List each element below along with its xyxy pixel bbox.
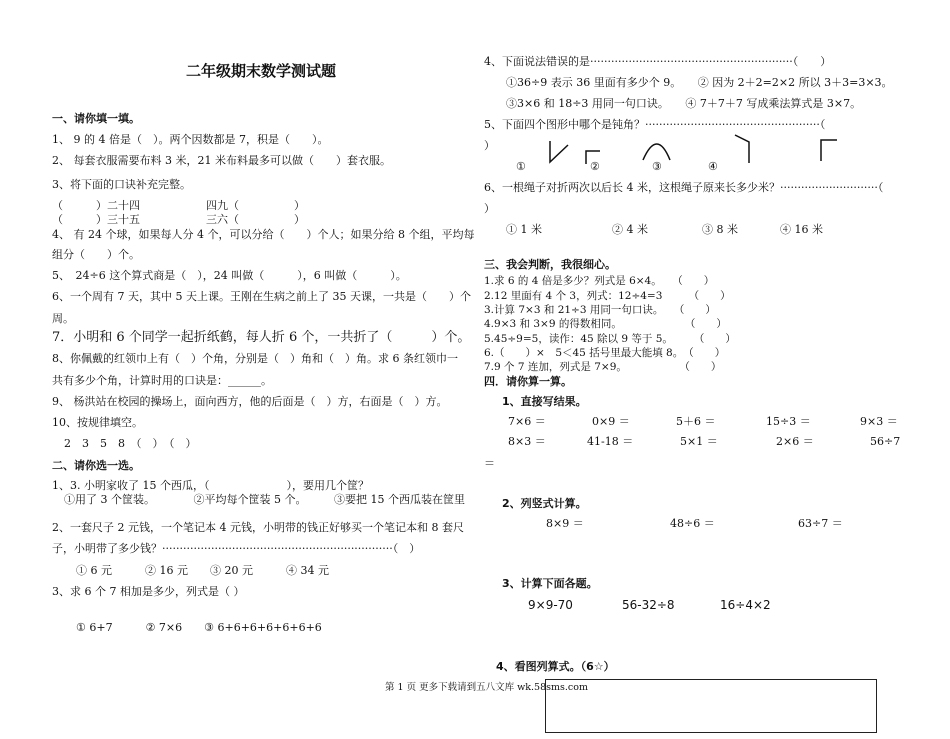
s1-question-8-line-2: 共有多少个角，计算时用的口诀是：______。 bbox=[52, 374, 272, 387]
s2-question-2-options: ① 6 元 ② 16 元 ③ 20 元 ④ 34 元 bbox=[76, 564, 329, 577]
s2-question-5-close-paren: ） bbox=[484, 139, 495, 152]
mixed-calc-1: 9×9-70 bbox=[528, 598, 573, 612]
section-2-heading: 二、请你选一选。 bbox=[52, 459, 140, 472]
s1-question-2: 2、 每套衣服需要布料 3 米，21 米布料最多可以做（ ）套衣服。 bbox=[52, 154, 391, 167]
s2-question-5-label-3: ③ bbox=[652, 160, 662, 173]
section-1-heading: 一、请你填一填。 bbox=[52, 112, 140, 125]
s1-question-3-row-1: （ ）二十四 四九（ ） bbox=[52, 199, 305, 212]
judge-item-5: 5.45÷9=5，读作：45 除以 9 等于 5。 （ ） bbox=[484, 333, 736, 345]
s2-question-6-option-1: ① 1 米 bbox=[506, 223, 542, 236]
s2-question-6-option-4: ④ 16 米 bbox=[780, 223, 823, 236]
s2-question-4-options-1-2: ①36÷9 表示 36 里面有多少个 9。 ② 因为 2＋2=2×2 所以 3＋3=3×3。 bbox=[506, 76, 893, 89]
quick-calc-r1-3: 5＋6 ＝ bbox=[676, 415, 716, 428]
vertical-calc-3: 63÷7 ＝ bbox=[798, 517, 843, 530]
quick-calc-r2-2: 41-18 ＝ bbox=[587, 435, 634, 448]
s1-question-6-line-2: 周。 bbox=[52, 312, 74, 325]
s2-question-6-option-3: ③ 8 米 bbox=[702, 223, 738, 236]
s1-question-10: 10、按规律填空。 bbox=[52, 416, 143, 429]
s2-question-4-options-3-4: ③3×6 和 18÷3 用同一句口诀。 ④ 7＋7＋7 写成乘法算式是 3×7。 bbox=[506, 97, 862, 110]
s1-question-4-line-2: 组分（ ）个。 bbox=[52, 248, 140, 261]
s2-question-1-options: ①用了 3 个筐装。 ②平均每个筐装 5 个。 ③要把 15 个西瓜装在筐里 bbox=[64, 493, 465, 506]
angle-figure-3 bbox=[643, 144, 670, 160]
quick-calc-r2-5-wrap: ＝ bbox=[484, 457, 495, 470]
s2-question-1: 1、3. 小明家收了 15 个西瓜，（ ），要用几个筐？ bbox=[52, 479, 369, 492]
quick-calc-r1-1: 7×6 ＝ bbox=[508, 415, 546, 428]
s2-question-5-label-2: ② bbox=[590, 160, 600, 173]
s2-question-6-close-paren: ） bbox=[484, 202, 495, 215]
quick-calc-r2-4: 2×6 ＝ bbox=[776, 435, 814, 448]
judge-item-6: 6.（ ）× 5＜45 括号里最大能填 8。 （ ） bbox=[484, 347, 726, 359]
s1-question-3-row-2: （ ）三十五 三六（ ） bbox=[52, 213, 305, 226]
s2-question-2-line-2: 子，小明带了多少钱？··································································（ ） bbox=[52, 542, 421, 555]
section-4-heading: 四．请你算一算。 bbox=[484, 375, 572, 388]
judge-item-4: 4.9×3 和 3×9 的得数相同。 （ ） bbox=[484, 318, 727, 330]
s1-question-6-line-1: 6、一个周有 7 天，其中 5 天上课。王刚在生病之前上了 35 天课，一共是（ ）个 bbox=[52, 290, 471, 303]
quick-calc-r2-1: 8×3 ＝ bbox=[508, 435, 546, 448]
s2-question-5-label-1: ① bbox=[516, 160, 526, 173]
s4-part-3-heading: 3、计算下面各题。 bbox=[502, 577, 598, 590]
s1-question-1: 1、 9 的 4 倍是（ ）。两个因数都是 7，积是（ ）。 bbox=[52, 133, 329, 146]
quick-calc-r1-2: 0×9 ＝ bbox=[592, 415, 630, 428]
s2-question-6-option-2: ② 4 米 bbox=[612, 223, 648, 236]
s4-part-4-heading: 4、看图列算式。（6☆） bbox=[496, 660, 615, 673]
page-footer: 第 1 页 更多下载请到五八文库 wk.58sms.com bbox=[385, 682, 588, 693]
s2-question-2-line-1: 2、一套尺子 2 元钱，一个笔记本 4 元钱，小明带的钱正好够买一个笔记本和 8 套尺 bbox=[52, 521, 464, 534]
angle-figure-1 bbox=[550, 141, 568, 162]
s2-question-6: 6、一根绳子对折两次以后长 4 米，这根绳子原来长多少米？····························（ bbox=[484, 181, 884, 194]
judge-item-2: 2.12 里面有 4 个 3，列式：12÷4=3 （ ） bbox=[484, 290, 731, 302]
judge-item-1: 1.求 6 的 4 倍是多少？列式是 6×4。 （ ） bbox=[484, 275, 715, 287]
exam-title: 二年级期末数学测试题 bbox=[186, 62, 337, 80]
s2-question-5: 5、下面四个图形中哪个是钝角？··················································（ bbox=[484, 118, 826, 131]
mixed-calc-3: 16÷4×2 bbox=[720, 598, 771, 612]
s1-question-5: 5、 24÷6 这个算式商是（ ），24 叫做（ ），6 叫做（ ）。 bbox=[52, 269, 407, 282]
quick-calc-r2-3: 5×1 ＝ bbox=[680, 435, 718, 448]
mixed-calc-2: 56-32÷8 bbox=[622, 598, 675, 612]
s4-part-2-heading: 2、列竖式计算。 bbox=[502, 497, 587, 510]
angle-figure-5 bbox=[821, 140, 837, 161]
section-3-heading: 三、我会判断，我很细心。 bbox=[484, 258, 616, 271]
vertical-calc-2: 48÷6 ＝ bbox=[670, 517, 715, 530]
s1-question-7: 7．小明和 6 个同学一起折纸鹤，每人折 6 个，一共折了（ ）个。 bbox=[52, 330, 471, 345]
s4-part-1-heading: 1、直接写结果。 bbox=[502, 395, 587, 408]
s1-question-4-line-1: 4、 有 24 个球，如果每人分 4 个，可以分给（ ）个人；如果分给 8 个组，平均每 bbox=[52, 228, 475, 241]
s1-question-9: 9、 杨洪站在校园的操场上，面向西方，他的后面是（ ）方，右面是（ ）方。 bbox=[52, 395, 448, 408]
s1-question-10-sequence: 2 3 5 8 （ ） （ ） bbox=[64, 437, 197, 450]
quick-calc-r1-5: 9×3 ＝ bbox=[860, 415, 898, 428]
picture-answer-box bbox=[545, 679, 877, 733]
s2-question-3: 3、求 6 个 7 相加是多少，列式是（ ） bbox=[52, 585, 245, 598]
vertical-calc-1: 8×9 ＝ bbox=[546, 517, 584, 530]
s1-question-8-line-1: 8、你佩戴的红领巾上有（ ）个角，分别是（ ）角和（ ）角。求 6 条红领巾一 bbox=[52, 352, 458, 365]
s2-question-4: 4、下面说法错误的是··························································（ ） bbox=[484, 55, 832, 68]
s2-question-5-label-4: ④ bbox=[708, 160, 718, 173]
judge-item-3: 3.计算 7×3 和 21÷3 用同一句口诀。 （ ） bbox=[484, 304, 716, 316]
s2-question-3-options: ① 6+7 ② 7×6 ③ 6+6+6+6+6+6+6 bbox=[76, 621, 322, 634]
angle-figure-4 bbox=[735, 135, 749, 163]
s1-question-3: 3、将下面的口诀补充完整。 bbox=[52, 178, 191, 191]
judge-item-7: 7.9 个 7 连加，列式是 7×9。 （ ） bbox=[484, 361, 722, 373]
quick-calc-r1-4: 15÷3 ＝ bbox=[766, 415, 811, 428]
quick-calc-r2-5: 56÷7 bbox=[870, 435, 901, 448]
